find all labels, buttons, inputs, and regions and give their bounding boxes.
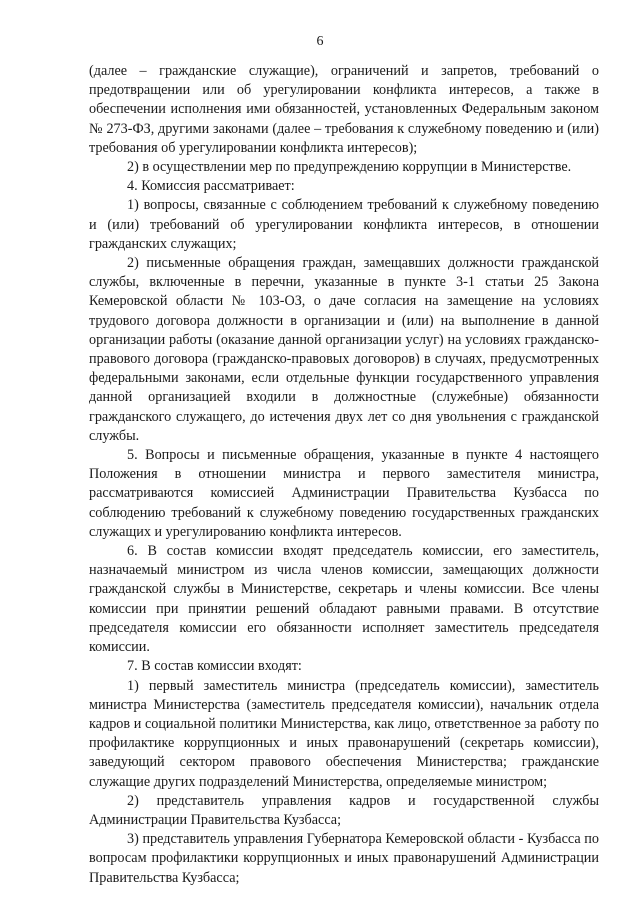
paragraph-item-4-1: 1) вопросы, связанные с соблюдением требований к служебному поведению и (или) требований об урегулировании конфликта интересов, в отношении гражданских служащих;	[89, 197, 599, 252]
document-body	[89, 62, 599, 888]
paragraph-item-3-2: 2) в осуществлении мер по предупреждению коррупции в Министерстве.	[127, 159, 572, 176]
paragraph-item-7-1: 1) первый заместитель министра (председатель комиссии), заместитель министра Министерства (заместитель председателя комиссии), начальник отдела кадров и социальной политики Министерства, как лицо, ответственное за работу по профилактике коррупционных и иных правонарушений (секретарь комиссии), заведующий сектором правового обеспечения Министерства; гражданские служащие других подразделений Министерства, определяемые министром;	[89, 677, 599, 790]
page-number: 6	[316, 34, 324, 49]
paragraph-section-4: 4. Комиссия рассматривает:	[127, 178, 295, 195]
paragraph-item-7-3: 3) представитель управления Губернатора Кемеровской области - Кузбасса по вопросам профилактики коррупционных и иных правонарушений Администрации Правительства Кузбасса;	[89, 831, 599, 886]
paragraph-item-7-2: 2) представитель управления кадров и государственной службы Администрации Правительства Кузбасса;	[89, 792, 599, 828]
paragraph-intro-continuation: (далее – гражданские служащие), ограничений и запретов, требований о предотвращении или об урегулировании конфликта интересов, а также в обеспечении исполнения ими обязанностей, установленных Федеральным законом № 273-ФЗ, другими законами (далее – требования к служебному поведению и (или) требования об урегулировании конфликта интересов);	[89, 63, 599, 156]
paragraph-section-5: 5. Вопросы и письменные обращения, указанные в пункте 4 настоящего Положения в отношении министра и первого заместителя министра, рассматриваются комиссией Администрации Правительства Кузбасса по соблюдению требований к служебному поведению государственных гражданских служащих и урегулированию конфликта интересов.	[89, 447, 599, 540]
paragraph-section-7: 7. В состав комиссии входят:	[127, 658, 302, 675]
paragraph-section-6: 6. В состав комиссии входят председатель комиссии, его заместитель, назначаемый министром из числа членов комиссии, замещающих должности гражданской службы в Министерстве, секретарь и члены комиссии. Все члены комиссии при принятии решений обладают равными правами. В отсутствие председателя комиссии его обязанности исполняет заместитель председателя комиссии.	[89, 543, 599, 656]
paragraph-item-4-2: 2) письменные обращения граждан, замещавших должности гражданской службы, включенные в перечни, указанные в пункте 3-1 статьи 25 Закона Кемеровской области № 103-ОЗ, о даче согласия на замещение на условиях трудового договора должности в организации и (или) на выполнение в данной организации работы (оказание данной организации услуг) на условиях гражданско-правового договора (гражданско-правовых договоров) в случаях, предусмотренных федеральными законами, если отдельные функции государственного управления данной организацией входили в должностные (служебные) обязанности гражданского служащего, до истечения двух лет со дня увольнения с гражданской службы.	[89, 255, 599, 444]
